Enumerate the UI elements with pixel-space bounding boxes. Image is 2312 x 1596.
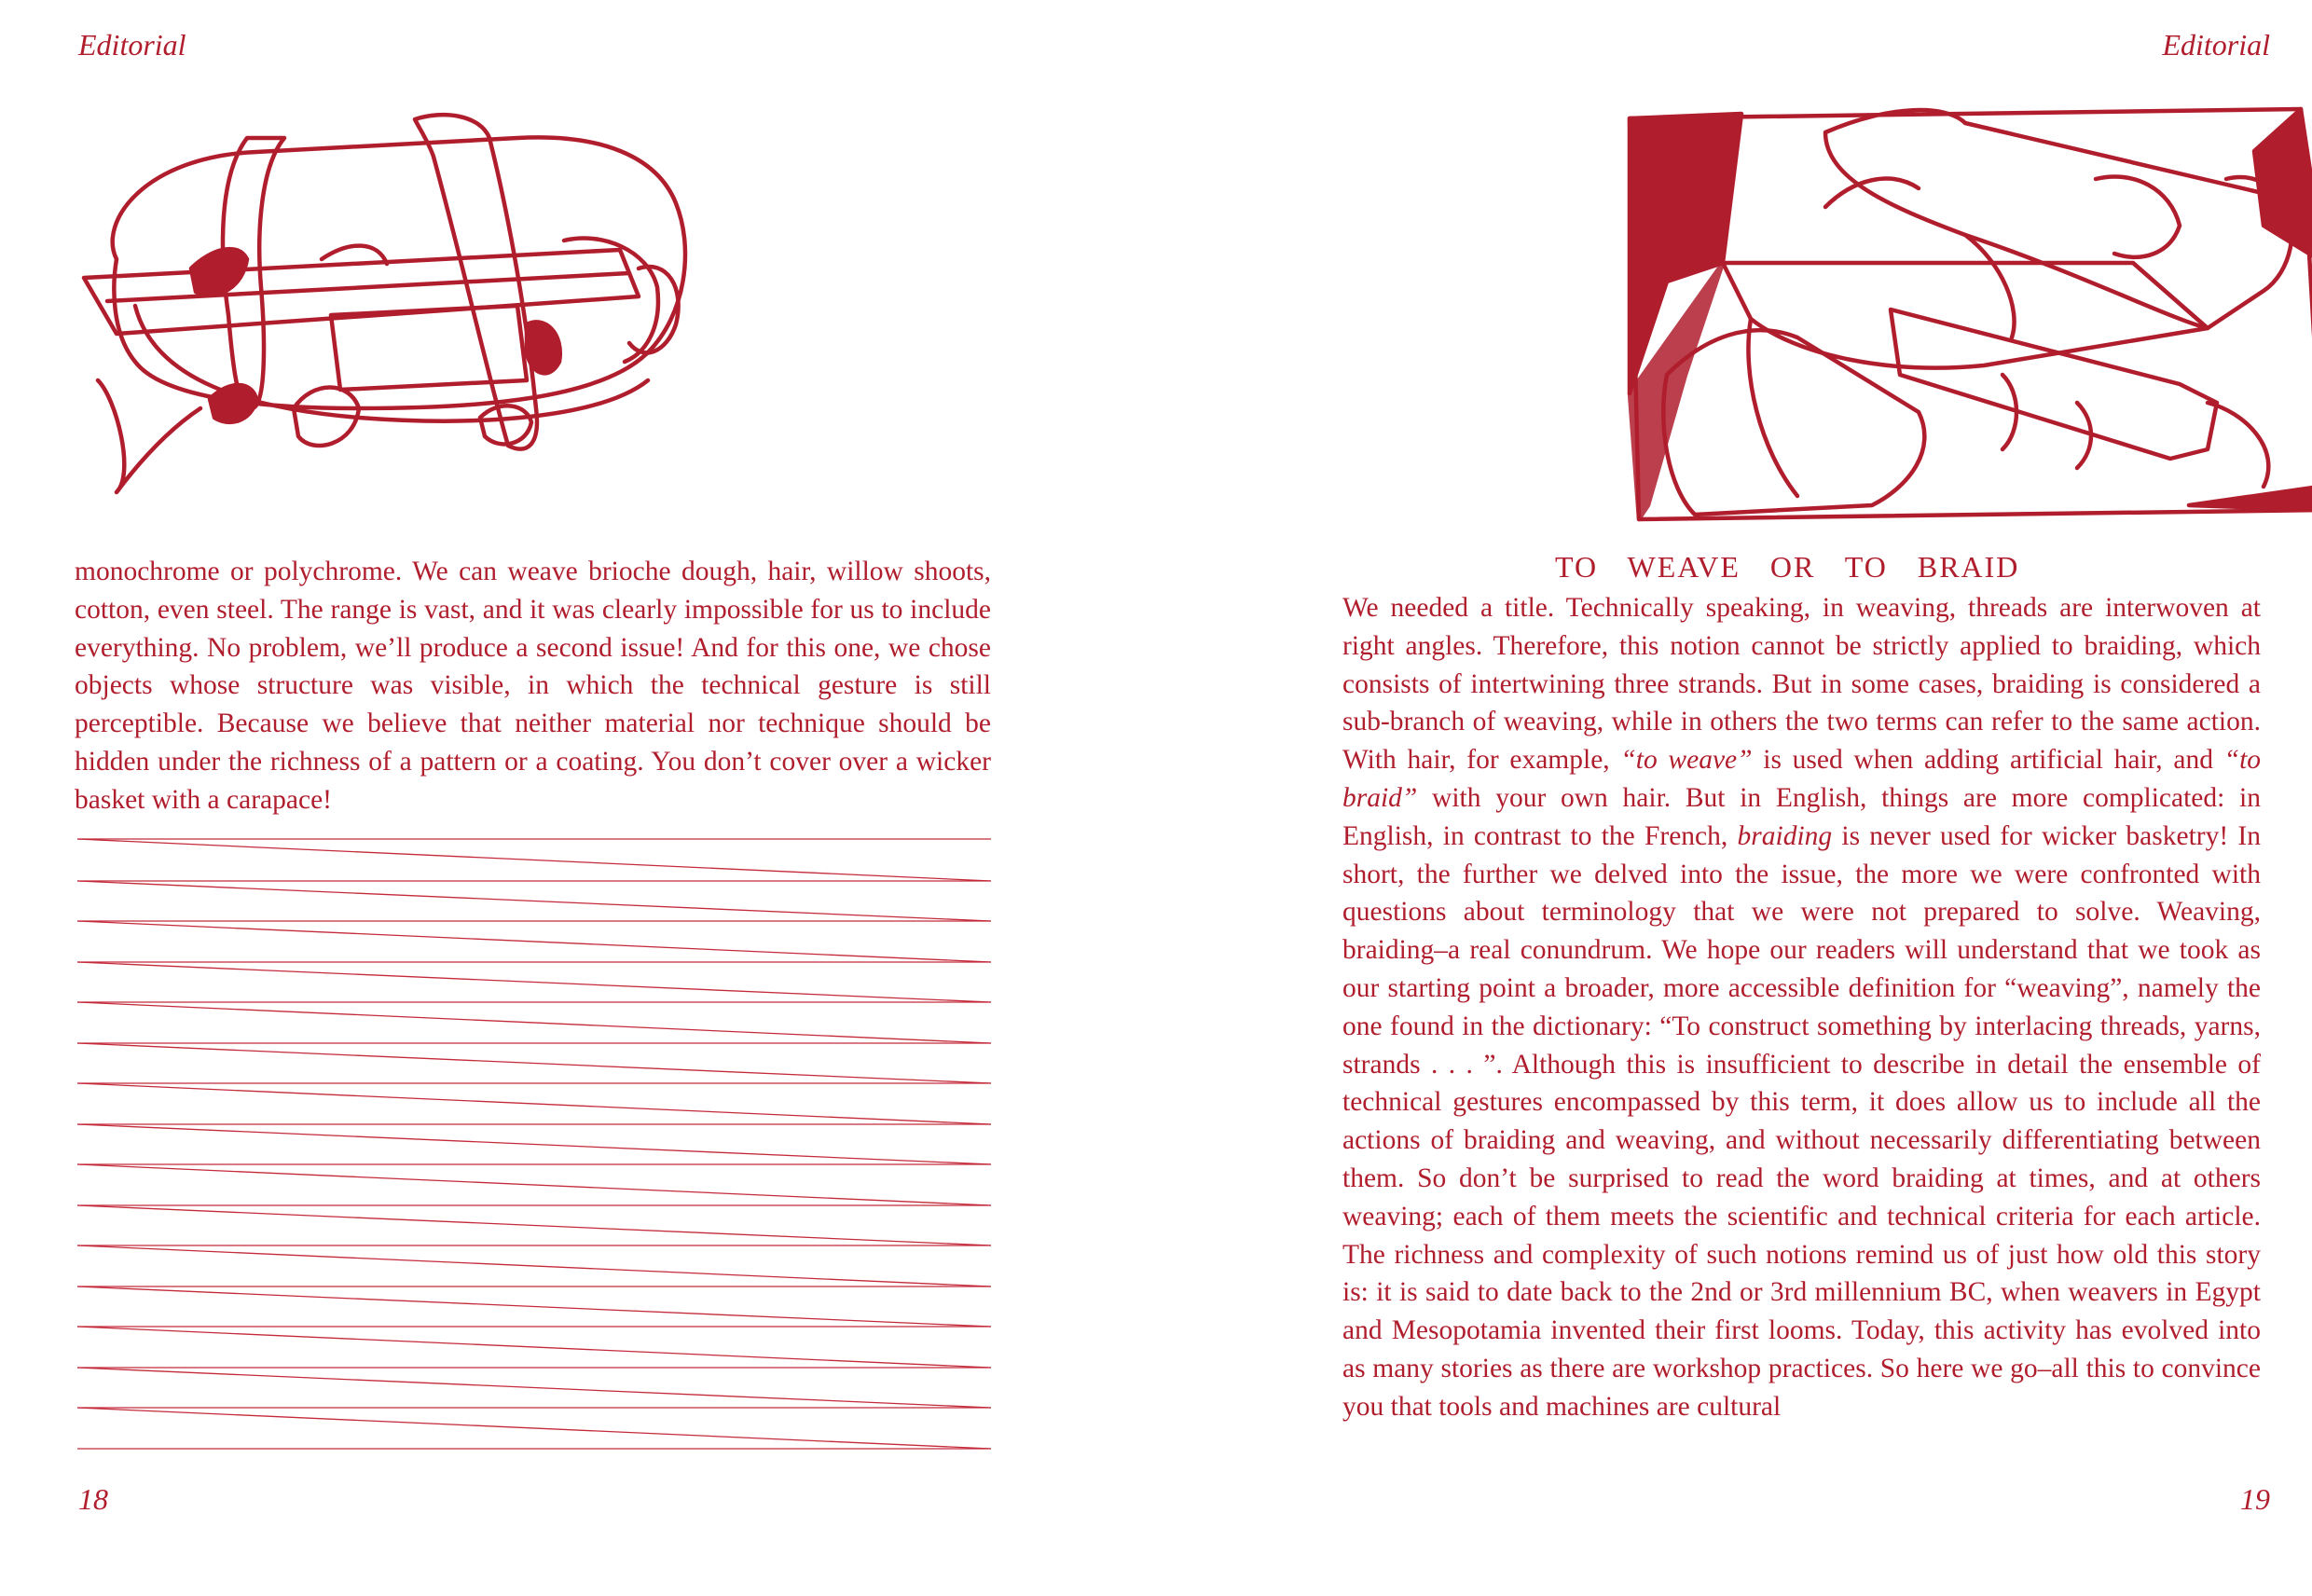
italic-term: “to braid” bbox=[1342, 745, 2262, 813]
right-page bbox=[1156, 0, 2312, 1596]
interlaced-lines-graphic bbox=[77, 834, 991, 1454]
page-number: 19 bbox=[2240, 1482, 2270, 1516]
section-title: TO WEAVE OR TO BRAID bbox=[1555, 550, 2020, 584]
text-run: with your own hair. But in English, things are more complicated: in English, in contrast to the French, bbox=[1342, 782, 2261, 851]
text-run: is never used for wicker basketry! In short, the further we delved into the issue, the more we were confronted with questions about terminology that we were not prepared to solve. Weaving, braiding–a real conundrum. We hope our readers will understand that we took as our starting point a broader, more accessible definition for “weaving”, namely the one found in the dictionary: “To construct something by interlacing threads, yarns, strands . . . ”. Although this is insufficient to describe in detail the ensemble of technical gestures encompassed by this term, it does allow us to include all the actions of braiding and weaving, and without necessarily differentiating between them. So don’t be surprised to read the word braiding at times, and at others weaving; each of them meets the scientific and technical criteria for each article. The richness and complexity of such notions remind us of just how old this story is: it is said to date back to the 2nd or 3rd millennium BC, when weavers in Egypt and Mesopotamia invented their first looms. Today, this activity has evolved into as many stories as there are workshop practices. So here we go–all this to convince you that tools and machines are cultural bbox=[1342, 820, 2262, 1422]
page-number: 18 bbox=[78, 1482, 108, 1516]
braided-object-illustration bbox=[1611, 95, 2312, 526]
text-run: We needed a title. Technically speaking, in weaving, threads are interwoven at right angles. Therefore, this notion cannot be strictly applied to braiding, which consists of intertwining three strands. But in some cases, braiding is considered a sub-branch of weaving, while in others the two terms can refer to the same action. With hair, for example, bbox=[1342, 593, 2261, 776]
body-text bbox=[75, 553, 991, 819]
paragraph bbox=[1342, 589, 2261, 1426]
body-text bbox=[1342, 589, 2261, 1426]
paragraph: monochrome or polychrome. We can weave brioche dough, hair, willow shoots, cotton, even steel. The range is vast, and it was clearly impossible for us to include everything. No problem, we’ll produce a second issue! And for this one, we chose objects whose structure was visible, in which the technical gesture is still perceptible. Because we believe that neither material nor technique should be hidden under the richness of a pattern or a coating. You don’t cover over a wicker basket with a carapace! bbox=[75, 557, 991, 815]
woven-bread-illustration bbox=[79, 101, 760, 502]
text-run: is used when adding artificial hair, and bbox=[1752, 745, 2224, 776]
italic-term: braiding bbox=[1737, 820, 1833, 851]
running-head: Editorial bbox=[2162, 28, 2270, 62]
italic-term: “to weave” bbox=[1620, 745, 1753, 776]
running-head: Editorial bbox=[78, 28, 186, 62]
